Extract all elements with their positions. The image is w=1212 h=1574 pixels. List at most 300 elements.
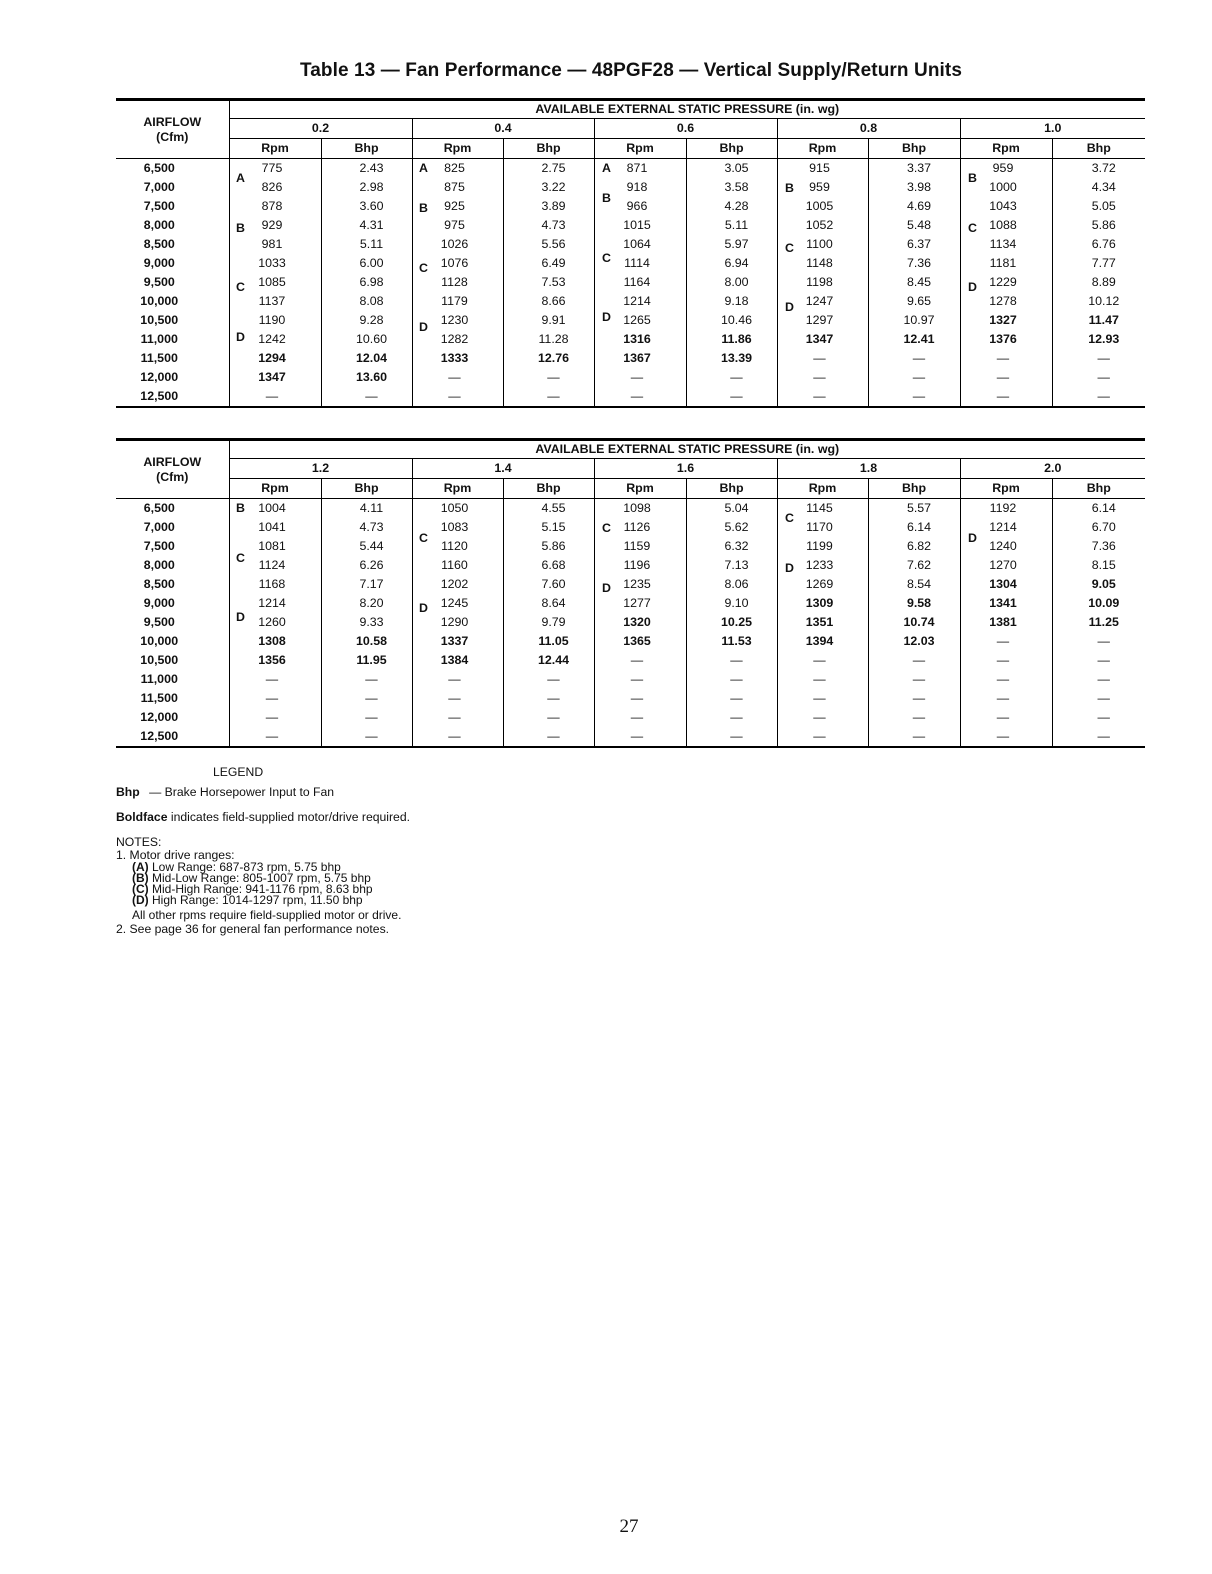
airflow-value: 11,500 <box>140 351 178 365</box>
bhp-value: — <box>503 727 594 747</box>
motor-range-marker: C <box>602 250 611 265</box>
bhp-value: 4.28 <box>686 197 777 216</box>
motor-range-marker: C <box>236 280 245 295</box>
airflow-header <box>116 101 229 159</box>
rpm-value: — <box>412 689 503 708</box>
bhp-value: 10.74 <box>868 613 960 632</box>
bhp-value: 9.18 <box>686 292 777 311</box>
motor-range-marker: B <box>419 200 428 215</box>
table-row <box>116 651 1145 670</box>
bhp-value: 10.46 <box>686 311 777 330</box>
rpm-value: 1085 <box>229 273 321 292</box>
legend-bhp-def: — Brake Horsepower Input to Fan <box>149 785 335 799</box>
rpm-value: — <box>960 727 1052 747</box>
motor-range-d <box>116 895 410 906</box>
bhp-value: 3.05 <box>686 159 777 179</box>
airflow-value: 7,500 <box>143 539 175 553</box>
pressure-header: 0.2 <box>229 119 412 139</box>
motor-range-marker: D <box>236 330 245 345</box>
airflow-value: 8,500 <box>143 577 175 591</box>
airflow-value: 8,000 <box>143 558 175 572</box>
rpm-column-header: Rpm <box>594 479 686 499</box>
rpm-value: — <box>960 670 1052 689</box>
table-row <box>116 537 1145 556</box>
rpm-value: 1351 <box>777 613 868 632</box>
rpm-value: 1356 <box>229 651 321 670</box>
airflow-value: 9,000 <box>143 256 175 270</box>
motor-range-marker: B <box>236 501 245 515</box>
rpm-value: 1347 <box>777 330 868 349</box>
bhp-value: 8.15 <box>1052 556 1145 575</box>
bhp-value: 4.34 <box>1052 178 1145 197</box>
bhp-value: 8.06 <box>686 575 777 594</box>
motor-range-marker: C <box>785 510 794 525</box>
rpm-value: 1327 <box>960 311 1052 330</box>
bhp-value: 5.05 <box>1052 197 1145 216</box>
airflow-value: 7,000 <box>143 520 175 534</box>
bhp-value: 3.98 <box>868 178 960 197</box>
bhp-value: 12.44 <box>503 651 594 670</box>
bhp-value: 5.11 <box>686 216 777 235</box>
rpm-column-header: Rpm <box>229 139 321 159</box>
bhp-value: 7.36 <box>868 254 960 273</box>
airflow-value: 10,500 <box>140 313 179 327</box>
motor-range-marker: B <box>968 170 977 185</box>
bhp-value: 5.86 <box>503 537 594 556</box>
bhp-value: — <box>503 670 594 689</box>
rpm-value: 871 <box>594 159 686 179</box>
table-row <box>116 708 1145 727</box>
motor-range-marker: D <box>785 560 794 575</box>
bhp-value: 10.97 <box>868 311 960 330</box>
pressure-header: 1.2 <box>229 459 412 479</box>
rpm-column-header: Rpm <box>412 479 503 499</box>
bhp-value: 6.76 <box>1052 235 1145 254</box>
rpm-column-header: Rpm <box>777 479 868 499</box>
bhp-value: 6.82 <box>868 537 960 556</box>
bhp-value: — <box>321 708 412 727</box>
bhp-value: 10.58 <box>321 632 412 651</box>
legend-notes <box>116 766 410 936</box>
bhp-value: 9.79 <box>503 613 594 632</box>
airflow-value: 11,500 <box>140 691 178 705</box>
bhp-value: 12.03 <box>868 632 960 651</box>
rpm-value: — <box>229 387 321 407</box>
rpm-value: 1247 <box>777 292 868 311</box>
bhp-value: — <box>868 689 960 708</box>
rpm-value: 1381 <box>960 613 1052 632</box>
pressure-header: 1.6 <box>594 459 777 479</box>
rpm-value: 1235 <box>594 575 686 594</box>
bhp-value: 9.05 <box>1052 575 1145 594</box>
bhp-column-header: Bhp <box>686 479 777 499</box>
bhp-value: 12.93 <box>1052 330 1145 349</box>
table-row <box>116 273 1145 292</box>
table-row <box>116 349 1145 368</box>
bhp-value: 6.26 <box>321 556 412 575</box>
rpm-value: 1124 <box>229 556 321 575</box>
bhp-value: 5.48 <box>868 216 960 235</box>
bhp-value: 8.20 <box>321 594 412 613</box>
table-row <box>116 292 1145 311</box>
rpm-value: 1214 <box>229 594 321 613</box>
bhp-value: — <box>1052 670 1145 689</box>
airflow-value: 6,500 <box>143 161 175 175</box>
rpm-column-header: Rpm <box>594 139 686 159</box>
motor-range-marker: D <box>785 300 794 315</box>
rpm-column-header: Rpm <box>960 139 1052 159</box>
table-row <box>116 556 1145 575</box>
table-row <box>116 613 1145 632</box>
rpm-value: 1198 <box>777 273 868 292</box>
bhp-value: — <box>1052 368 1145 387</box>
note-1: 1. Motor drive ranges: <box>116 848 235 862</box>
table-row <box>116 311 1145 330</box>
table-row <box>116 368 1145 387</box>
other-rpms-note: All other rpms require field-supplied motor or drive. <box>132 908 402 922</box>
rpm-value: 1120 <box>412 537 503 556</box>
rpm-value: 1365 <box>594 632 686 651</box>
legend-bhp <box>116 786 410 799</box>
bhp-value: 4.73 <box>503 216 594 235</box>
rpm-value: 1347 <box>229 368 321 387</box>
bhp-value: — <box>868 368 960 387</box>
bhp-value: 6.70 <box>1052 518 1145 537</box>
airflow-value: 8,500 <box>143 237 175 251</box>
bhp-value: — <box>1052 689 1145 708</box>
rpm-value: 1076 <box>412 254 503 273</box>
rpm-value: 1341 <box>960 594 1052 613</box>
rpm-value: 1202 <box>412 575 503 594</box>
rpm-value: 1052 <box>777 216 868 235</box>
range-text-a: Low Range: 687-873 rpm, 5.75 bhp <box>148 860 341 874</box>
motor-range-marker: B <box>602 190 611 205</box>
bhp-value: — <box>321 689 412 708</box>
rpm-value: 1083 <box>412 518 503 537</box>
bhp-value: — <box>1052 387 1145 407</box>
rpm-value: — <box>960 368 1052 387</box>
bhp-value: 5.56 <box>503 235 594 254</box>
bhp-value: 12.04 <box>321 349 412 368</box>
rpm-value: 1278 <box>960 292 1052 311</box>
bhp-column-header: Bhp <box>503 479 594 499</box>
bhp-value: 10.12 <box>1052 292 1145 311</box>
motor-range-marker: B <box>236 220 245 235</box>
rpm-value: — <box>960 349 1052 368</box>
bhp-value: 12.41 <box>868 330 960 349</box>
bhp-column-header: Bhp <box>321 139 412 159</box>
motor-range-marker: C <box>419 530 428 545</box>
motor-range-marker: D <box>968 280 977 295</box>
rpm-value: 1128 <box>412 273 503 292</box>
rpm-value: 1190 <box>229 311 321 330</box>
motor-range-marker: C <box>236 550 245 565</box>
rpm-value: 1168 <box>229 575 321 594</box>
airflow-header <box>116 441 229 499</box>
rpm-value: — <box>229 689 321 708</box>
bhp-value: 5.57 <box>868 499 960 519</box>
bhp-value: — <box>868 727 960 747</box>
rpm-value: 1114 <box>594 254 686 273</box>
bhp-value: 11.47 <box>1052 311 1145 330</box>
rpm-value: 1294 <box>229 349 321 368</box>
rpm-value: 1015 <box>594 216 686 235</box>
rpm-value: 1265 <box>594 311 686 330</box>
table-row <box>116 689 1145 708</box>
bhp-value: 6.32 <box>686 537 777 556</box>
bhp-column-header: Bhp <box>321 479 412 499</box>
rpm-value: — <box>777 368 868 387</box>
bhp-value: 5.44 <box>321 537 412 556</box>
bhp-value: — <box>321 387 412 407</box>
legend-heading: LEGEND <box>213 765 264 779</box>
bhp-value: — <box>503 708 594 727</box>
rpm-value: 1290 <box>412 613 503 632</box>
motor-range-marker: D <box>602 310 611 325</box>
range-code-a: (A) <box>132 860 149 874</box>
rpm-value: 1270 <box>960 556 1052 575</box>
rpm-value: 1137 <box>229 292 321 311</box>
table-title: Table 13 — Fan Performance — 48PGF28 — Vertical Supply/Return Units <box>299 60 963 81</box>
bhp-value: 7.36 <box>1052 537 1145 556</box>
rpm-value: 1145 <box>777 499 868 519</box>
bhp-value: — <box>686 689 777 708</box>
motor-range-marker: A <box>236 170 245 185</box>
bhp-value: 2.75 <box>503 159 594 179</box>
bhp-value: — <box>686 727 777 747</box>
airflow-value: 8,000 <box>143 218 175 232</box>
bhp-value: 6.00 <box>321 254 412 273</box>
rpm-value: — <box>777 689 868 708</box>
bhp-value: 6.68 <box>503 556 594 575</box>
rpm-value: — <box>594 670 686 689</box>
pressure-header: 1.0 <box>960 119 1145 139</box>
bhp-value: 6.37 <box>868 235 960 254</box>
bhp-value: 3.37 <box>868 159 960 179</box>
bhp-value: 3.89 <box>503 197 594 216</box>
rpm-value: 1126 <box>594 518 686 537</box>
bhp-column-header: Bhp <box>503 139 594 159</box>
airflow-value: 6,500 <box>143 501 175 515</box>
bhp-value: — <box>1052 727 1145 747</box>
bhp-value: — <box>686 387 777 407</box>
bhp-value: 6.94 <box>686 254 777 273</box>
bhp-value: — <box>503 689 594 708</box>
bhp-value: — <box>321 670 412 689</box>
rpm-column-header: Rpm <box>777 139 868 159</box>
airflow-value: 9,500 <box>143 615 175 629</box>
bhp-value: — <box>868 708 960 727</box>
rpm-value: — <box>412 670 503 689</box>
airflow-value: 10,500 <box>140 653 179 667</box>
bhp-value: 12.76 <box>503 349 594 368</box>
airflow-label: AIRFLOW <box>143 454 202 469</box>
rpm-value: 1337 <box>412 632 503 651</box>
bhp-value: — <box>868 387 960 407</box>
bhp-value: 13.39 <box>686 349 777 368</box>
rpm-value: 878 <box>229 197 321 216</box>
motor-range-marker: A <box>602 161 611 175</box>
bhp-value: — <box>686 368 777 387</box>
pressure-header: 0.4 <box>412 119 594 139</box>
table-row <box>116 499 1145 519</box>
bhp-value: 6.14 <box>868 518 960 537</box>
bhp-value: — <box>503 387 594 407</box>
rpm-value: 1026 <box>412 235 503 254</box>
rpm-value: 1164 <box>594 273 686 292</box>
rpm-value: 1159 <box>594 537 686 556</box>
rpm-value: 1245 <box>412 594 503 613</box>
rpm-value: 826 <box>229 178 321 197</box>
bhp-column-header: Bhp <box>868 479 960 499</box>
bhp-value: 11.28 <box>503 330 594 349</box>
rpm-value: — <box>960 632 1052 651</box>
bhp-value: 6.49 <box>503 254 594 273</box>
rpm-value: — <box>412 368 503 387</box>
bhp-value: 9.28 <box>321 311 412 330</box>
rpm-value: — <box>777 387 868 407</box>
rpm-value: — <box>229 670 321 689</box>
range-text-c: Mid-High Range: 941-1176 rpm, 8.63 bhp <box>148 882 373 896</box>
rpm-value: 1394 <box>777 632 868 651</box>
rpm-value: 1160 <box>412 556 503 575</box>
aesp-header: AVAILABLE EXTERNAL STATIC PRESSURE (in. wg) <box>229 441 1145 459</box>
rpm-value: 918 <box>594 178 686 197</box>
table-row <box>116 594 1145 613</box>
pressure-header: 1.4 <box>412 459 594 479</box>
bhp-value: 11.25 <box>1052 613 1145 632</box>
bhp-value: 8.08 <box>321 292 412 311</box>
rpm-value: — <box>412 708 503 727</box>
bhp-column-header: Bhp <box>1052 479 1145 499</box>
legend-bhp-term: Bhp <box>116 785 140 799</box>
airflow-value: 11,000 <box>140 672 178 686</box>
rpm-value: 1316 <box>594 330 686 349</box>
airflow-value: 11,000 <box>140 332 178 346</box>
bhp-value: 2.43 <box>321 159 412 179</box>
bhp-value: — <box>1052 651 1145 670</box>
bhp-value: — <box>868 670 960 689</box>
note-2: 2. See page 36 for general fan performance notes. <box>116 922 390 936</box>
rpm-value: — <box>777 349 868 368</box>
rpm-value: 775 <box>229 159 321 179</box>
bhp-value: 4.69 <box>868 197 960 216</box>
table-row <box>116 235 1145 254</box>
table-row <box>116 254 1145 273</box>
range-code-c: (C) <box>132 882 149 896</box>
motor-range-marker: D <box>236 610 245 625</box>
bhp-value: — <box>686 670 777 689</box>
airflow-value: 7,500 <box>143 199 175 213</box>
rpm-value: 929 <box>229 216 321 235</box>
bhp-value: 8.89 <box>1052 273 1145 292</box>
range-code-b: (B) <box>132 871 149 885</box>
rpm-value: 1043 <box>960 197 1052 216</box>
airflow-value: 10,000 <box>140 634 179 648</box>
rpm-value: 981 <box>229 235 321 254</box>
bhp-value: 3.58 <box>686 178 777 197</box>
bhp-value: — <box>868 349 960 368</box>
bhp-value: 8.64 <box>503 594 594 613</box>
rpm-value: 1214 <box>594 292 686 311</box>
bhp-value: 5.62 <box>686 518 777 537</box>
bhp-value: 11.95 <box>321 651 412 670</box>
rpm-value: 1282 <box>412 330 503 349</box>
legend-boldface-term: Boldface <box>116 810 168 824</box>
table-row <box>116 159 1145 179</box>
bhp-value: 10.60 <box>321 330 412 349</box>
bhp-value: — <box>321 727 412 747</box>
rpm-value: — <box>960 387 1052 407</box>
rpm-value: — <box>412 387 503 407</box>
rpm-value: — <box>229 708 321 727</box>
airflow-label: AIRFLOW <box>143 114 202 129</box>
rpm-value: — <box>594 689 686 708</box>
motor-range-marker: C <box>968 220 977 235</box>
pressure-header: 2.0 <box>960 459 1145 479</box>
bhp-value: 7.17 <box>321 575 412 594</box>
bhp-value: 5.11 <box>321 235 412 254</box>
rpm-value: 915 <box>777 159 868 179</box>
bhp-value: 4.11 <box>321 499 412 519</box>
airflow-value: 9,500 <box>143 275 175 289</box>
rpm-value: 1230 <box>412 311 503 330</box>
rpm-value: 1041 <box>229 518 321 537</box>
airflow-value: 12,000 <box>140 710 179 724</box>
pressure-header: 1.8 <box>777 459 960 479</box>
bhp-value: 3.72 <box>1052 159 1145 179</box>
bhp-value: 9.58 <box>868 594 960 613</box>
fan-performance-table-high-pressure <box>116 438 1145 748</box>
table-row <box>116 330 1145 349</box>
table-row <box>116 387 1145 407</box>
bhp-value: 8.45 <box>868 273 960 292</box>
rpm-value: 1004 <box>229 499 321 519</box>
rpm-column-header: Rpm <box>229 479 321 499</box>
notes-heading: NOTES: <box>116 835 162 849</box>
rpm-value: 1333 <box>412 349 503 368</box>
bhp-value: 3.22 <box>503 178 594 197</box>
airflow-value: 12,500 <box>116 727 229 747</box>
rpm-value: 1170 <box>777 518 868 537</box>
motor-range-marker: D <box>419 600 428 615</box>
bhp-value: 9.65 <box>868 292 960 311</box>
rpm-value: — <box>960 689 1052 708</box>
bhp-value: — <box>1052 349 1145 368</box>
bhp-value: 5.97 <box>686 235 777 254</box>
table-row <box>116 216 1145 235</box>
rpm-value: — <box>229 727 321 747</box>
bhp-value: 4.31 <box>321 216 412 235</box>
motor-range-marker: D <box>968 530 977 545</box>
airflow-unit: (Cfm) <box>156 469 189 484</box>
bhp-value: 13.60 <box>321 368 412 387</box>
bhp-value: 7.53 <box>503 273 594 292</box>
rpm-value: 1229 <box>960 273 1052 292</box>
rpm-value: 1384 <box>412 651 503 670</box>
range-text-d: High Range: 1014-1297 rpm, 11.50 bhp <box>148 893 363 907</box>
rpm-value: — <box>777 708 868 727</box>
table-row <box>116 727 1145 747</box>
bhp-value: — <box>868 651 960 670</box>
bhp-value: 9.91 <box>503 311 594 330</box>
rpm-value: 1199 <box>777 537 868 556</box>
bhp-value: 5.04 <box>686 499 777 519</box>
bhp-value: 8.54 <box>868 575 960 594</box>
bhp-value: 4.55 <box>503 499 594 519</box>
pressure-header: 0.6 <box>594 119 777 139</box>
rpm-value: 1214 <box>960 518 1052 537</box>
